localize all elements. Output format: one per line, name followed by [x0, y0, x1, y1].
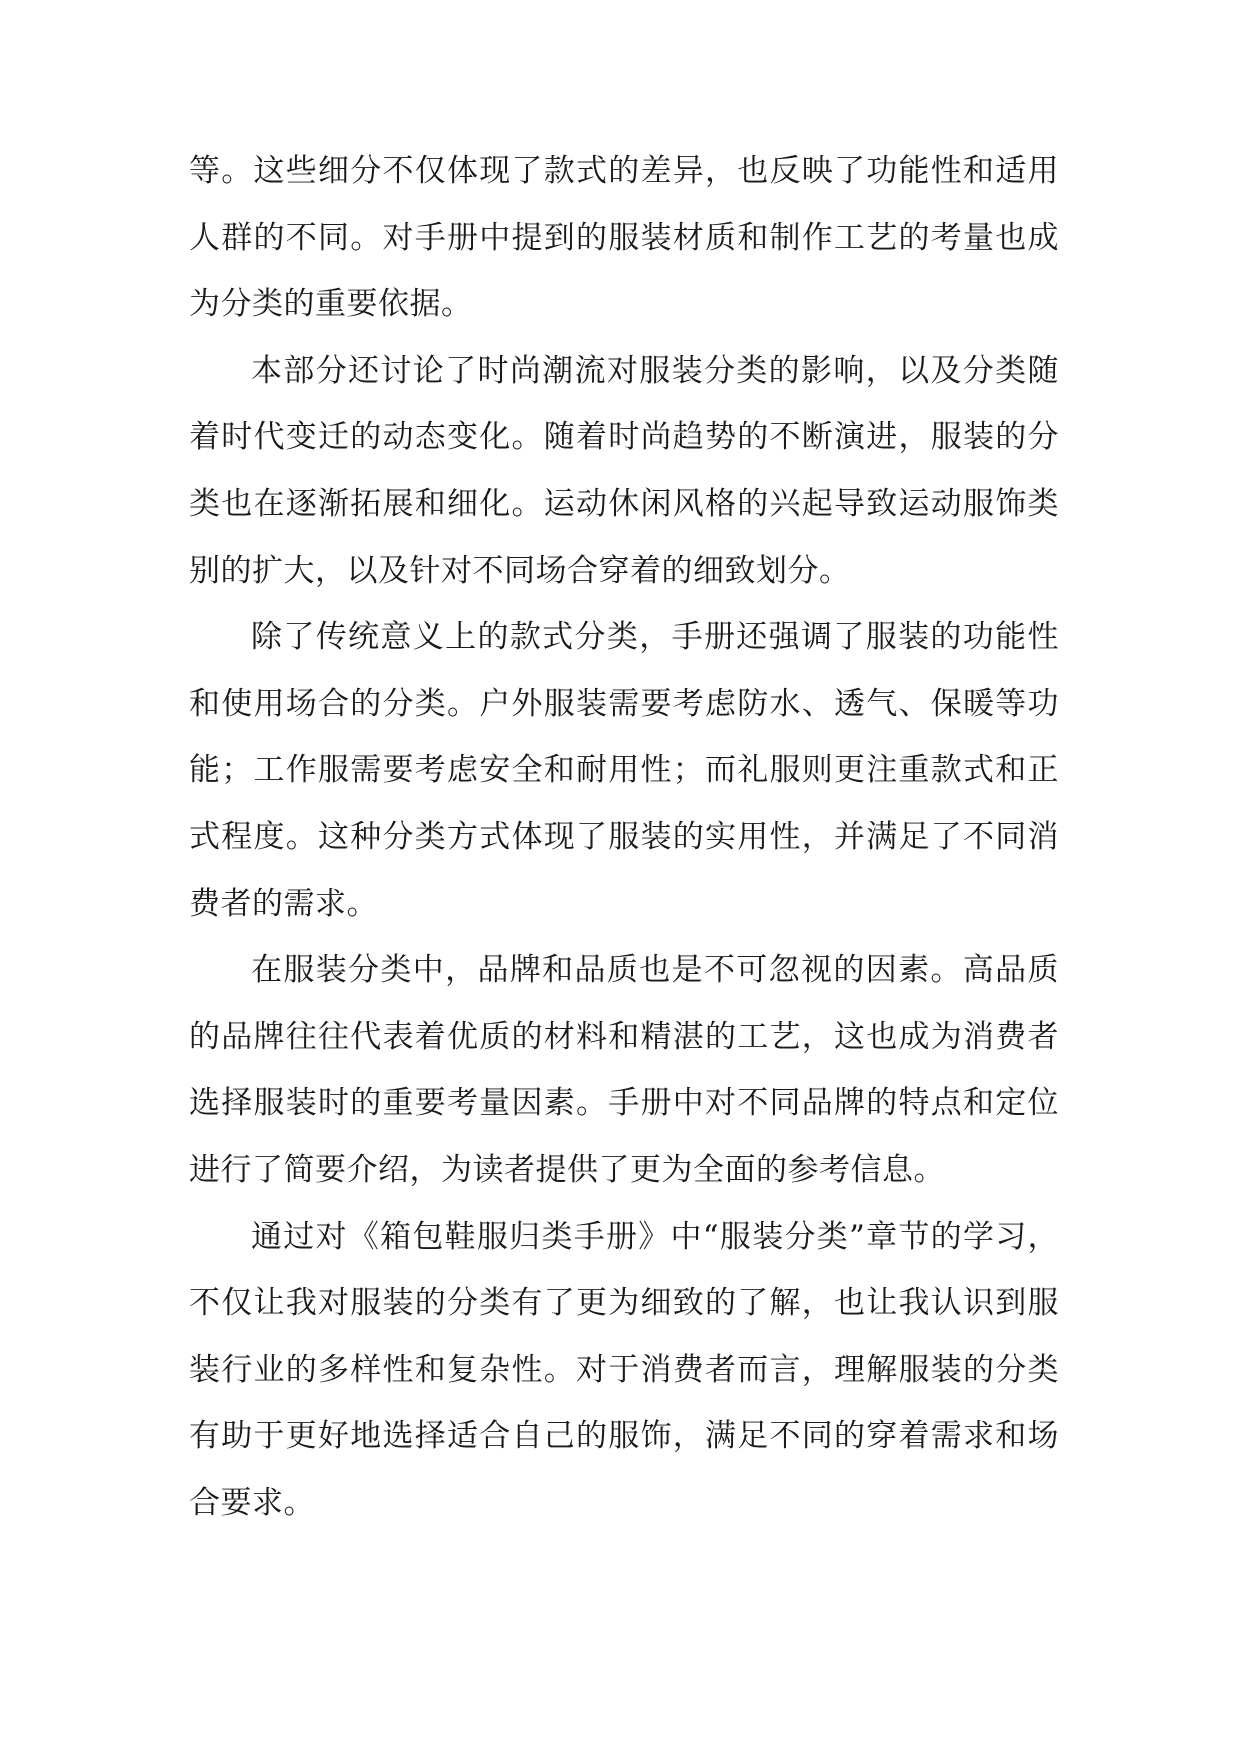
paragraph-3: 除了传统意义上的款式分类，手册还强调了服装的功能性和使用场合的分类。户外服装需要考虑防水、透气、保暖等功能；工作服需要考虑安全和耐用性；而礼服则更注重款式和正式程度。这种分类方式体现了服装的实用性，并满足了不同消费者的需求。 [189, 619, 1059, 922]
paragraph-5: 通过对《箱包鞋服归类手册》中“服装分类”章节的学习，不仅让我对服装的分类有了更为细致的了解，也让我认识到服装行业的多样性和复杂性。对于消费者而言，理解服装的分类有助于更好地选择适合自己的服饰，满足不同的穿着需求和场合要求。 [189, 1218, 1059, 1521]
paragraph-2: 本部分还讨论了时尚潮流对服装分类的影响，以及分类随着时代变迁的动态变化。随着时尚趋势的不断演进，服装的分类也在逐渐拓展和细化。运动休闲风格的兴起导致运动服饰类别的扩大，以及针对不同场合穿着的细致划分。 [189, 352, 1059, 589]
paragraph-4: 在服装分类中，品牌和品质也是不可忽视的因素。高品质的品牌往往代表着优质的材料和精湛的工艺，这也成为消费者选择服装时的重要考量因素。手册中对不同品牌的特点和定位进行了简要介绍，为读者提供了更为全面的参考信息。 [189, 952, 1059, 1188]
paragraph-1: 等。这些细分不仅体现了款式的差异，也反映了功能性和适用人群的不同。对手册中提到的服装材质和制作工艺的考量也成为分类的重要依据。 [189, 153, 1059, 323]
body-text [189, 138, 1059, 1536]
